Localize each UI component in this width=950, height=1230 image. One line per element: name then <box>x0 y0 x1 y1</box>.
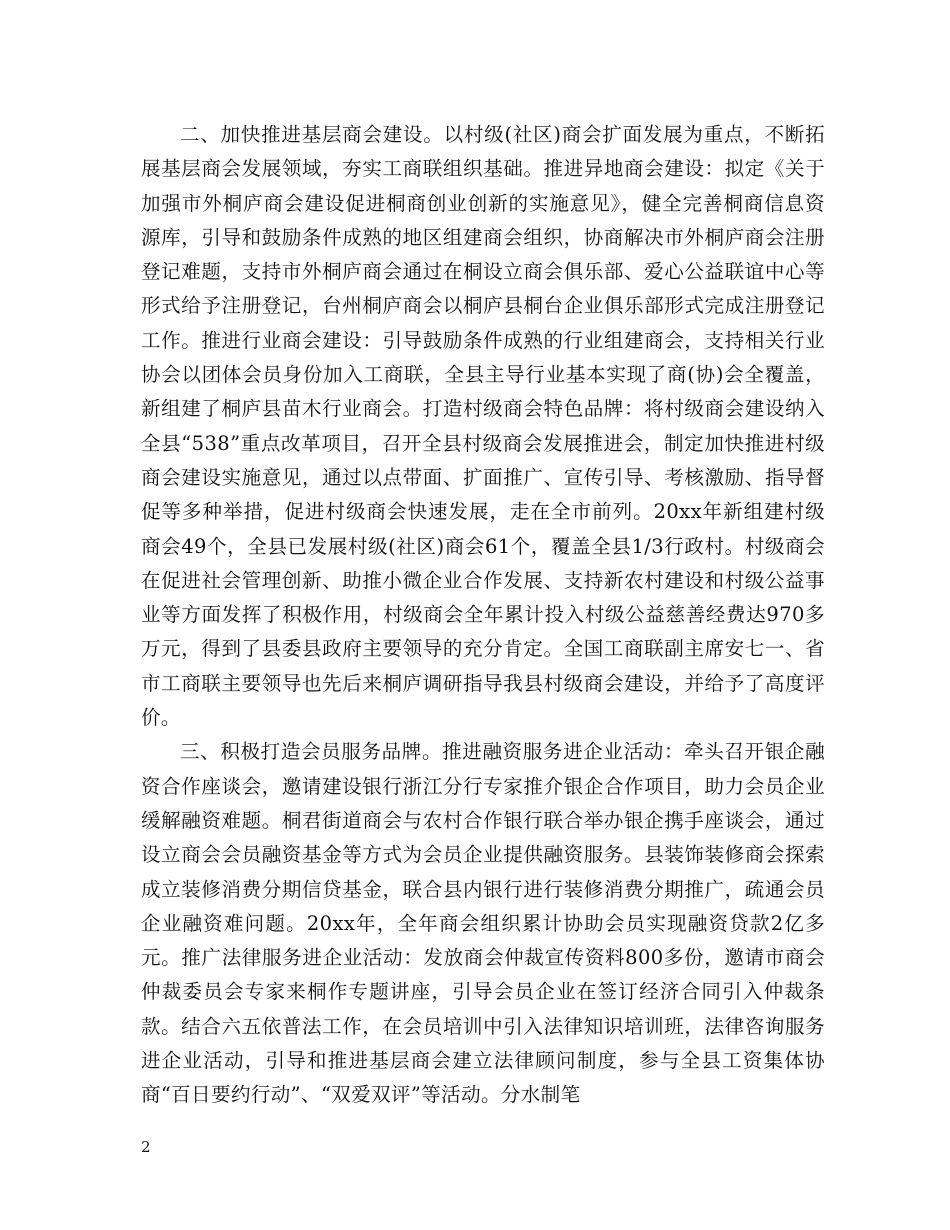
paragraph-member-service: 三、积极打造会员服务品牌。推进融资服务进企业活动：牵头召开银企融资合作座谈会，邀请建设银行浙江分行专家推介银企合作项目，助力会员企业缓解融资难题。桐君街道商会与农村合作银行联合举办银企携手座谈会，通过设立商会会员融资基金等方式为会员企业提供融资服务。县装饰装修商会探索成立装修消费分期信贷基金，联合县内银行进行装修消费分期推广，疏通会员企业融资难问题。20xx年，全年商会组织累计协助会员实现融资贷款2亿多元。推广法律服务进企业活动：发放商会仲裁宣传资料800多份，邀请市商会仲裁委员会专家来桐作专题讲座，引导会员企业在签订经济合同引入仲裁条款。结合六五依普法工作，在会员培训中引入法律知识培训班，法律咨询服务进企业活动，引导和推进基层商会建立法律顾问制度，参与全县工资集体协商“百日要约行动”、“双爱双评”等活动。分水制笔 <box>141 740 825 1107</box>
document-body <box>141 118 825 1113</box>
page-number: 2 <box>141 1138 151 1156</box>
paragraph-grassroots-chamber: 二、加快推进基层商会建设。以村级(社区)商会扩面发展为重点，不断拓展基层商会发展领域，夯实工商联组织基础。推进异地商会建设：拟定《关于加强市外桐庐商会建设促进桐商创业创新的实施意见》，健全完善桐商信息资源库，引导和鼓励条件成熟的地区组建商会组织，协商解决市外桐庐商会注册登记难题，支持市外桐庐商会通过在桐设立商会俱乐部、爱心公益联谊中心等形式给予注册登记，台州桐庐商会以桐庐县桐台企业俱乐部形式完成注册登记工作。推进行业商会建设：引导鼓励条件成熟的行业组建商会，支持相关行业协会以团体会员身份加入工商联，全县主导行业基本实现了商(协)会全覆盖，新组建了桐庐县苗木行业商会。打造村级商会特色品牌：将村级商会建设纳入全县“538”重点改革项目，召开全县村级商会发展推进会，制定加快推进村级商会建设实施意见，通过以点带面、扩面推广、宣传引导、考核激励、指导督促等多种举措，促进村级商会快速发展，走在全市前列。20xx年新组建村级商会49个，全县已发展村级(社区)商会61个，覆盖全县1/3行政村。村级商会在促进社会管理创新、助推小微企业合作发展、支持新农村建设和村级公益事业等方面发挥了积极作用，村级商会全年累计投入村级公益慈善经费达970多万元，得到了县委县政府主要领导的充分肯定。全国工商联副主席安七一、省市工商联主要领导也先后来桐庐调研指导我县村级商会建设，并给予了高度评价。 <box>141 123 825 730</box>
